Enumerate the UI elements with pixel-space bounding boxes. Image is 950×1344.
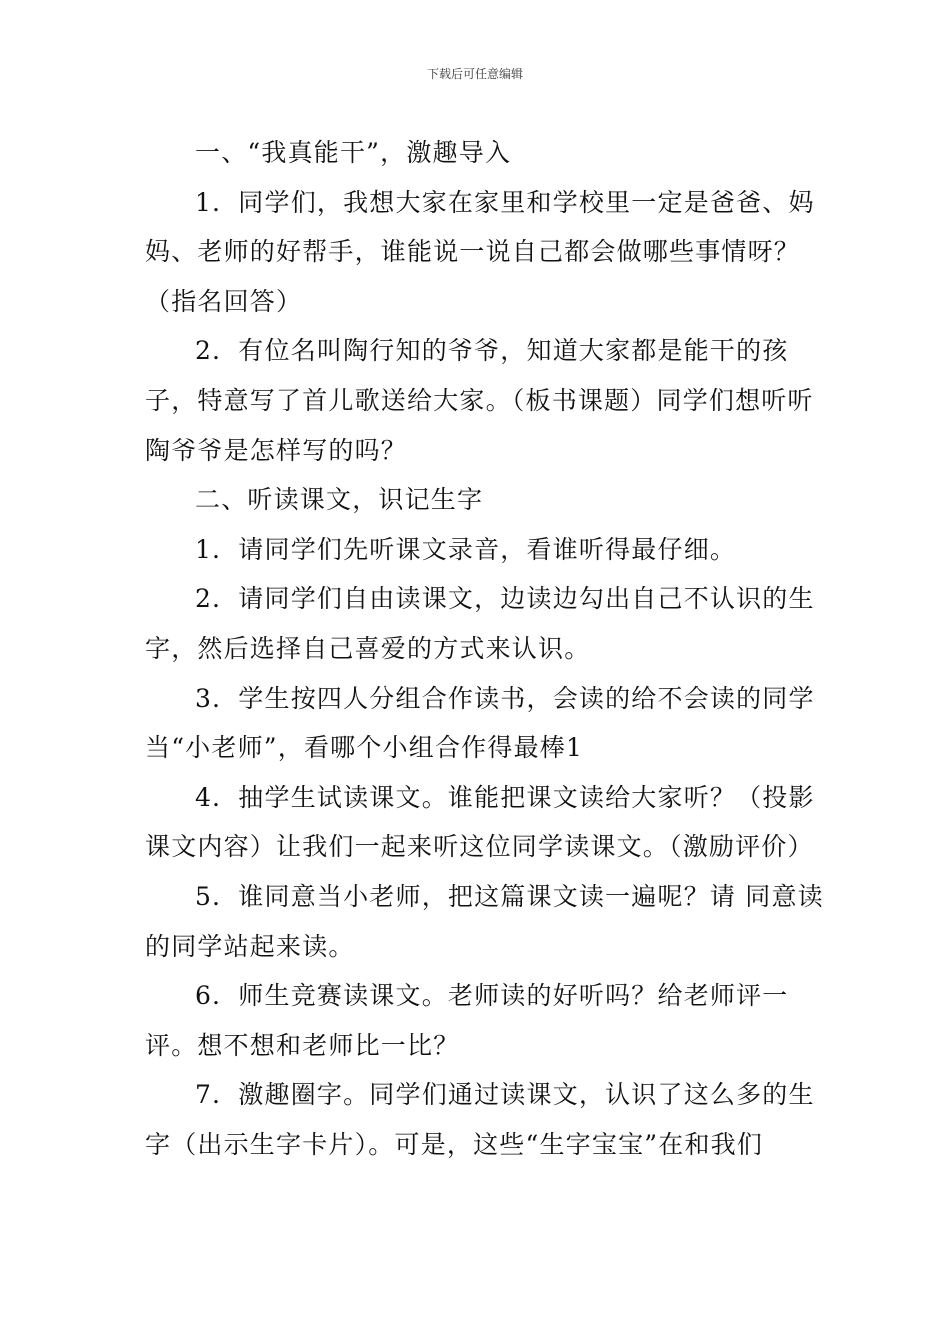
section-heading-2: 二、听读课文，识记生字 xyxy=(195,485,484,515)
paragraph-2-6: 6．师生竞赛读课文。老师读的好听吗？给老师评一评。想不想和老师比一比？ xyxy=(145,981,789,1060)
document-body xyxy=(145,128,825,1169)
paragraph-1-1: 1．同学们，我想大家在家里和学校里一定是爸爸、妈妈、老师的好帮手，谁能说一说自己都会做哪些事情呀？（指名回答） xyxy=(145,187,815,316)
paragraph-2-5: 5．谁同意当小老师，把这篇课文读一遍呢？请 同意读的同学站起来读。 xyxy=(145,881,824,961)
paragraph-2-4: 4．抽学生试读课文。谁能把课文读给大家听？（投影课文内容）让我们一起来听这位同学读课文。（激励评价） xyxy=(145,782,815,862)
paragraph-2-1: 1．请同学们先听课文录音，看谁听得最仔细。 xyxy=(195,534,737,564)
paragraph-2-3: 3．学生按四人分组合作读书，会读的给不会读的同学当“小老师”，看哪个小组合作得最棒1 xyxy=(145,683,815,763)
page-header-note: 下载后可任意编辑 xyxy=(426,67,523,81)
paragraph-2-7: 7．激趣圈字。同学们通过读课文，认识了这么多的生字（出示生字卡片）。可是，这些“生字宝宝”在和我们 xyxy=(145,1080,815,1159)
paragraph-1-2: 2．有位名叫陶行知的爷爷，知道大家都是能干的孩子，特意写了首儿歌送给大家。（板书课题）同学们想听听陶爷爷是怎样写的吗？ xyxy=(145,336,814,465)
paragraph-2-2: 2．请同学们自由读课文，边读边勾出自己不认识的生字，然后选择自己喜爱的方式来认识。 xyxy=(145,584,815,663)
section-heading-1: 一、“我真能干”，激趣导入 xyxy=(195,138,512,167)
